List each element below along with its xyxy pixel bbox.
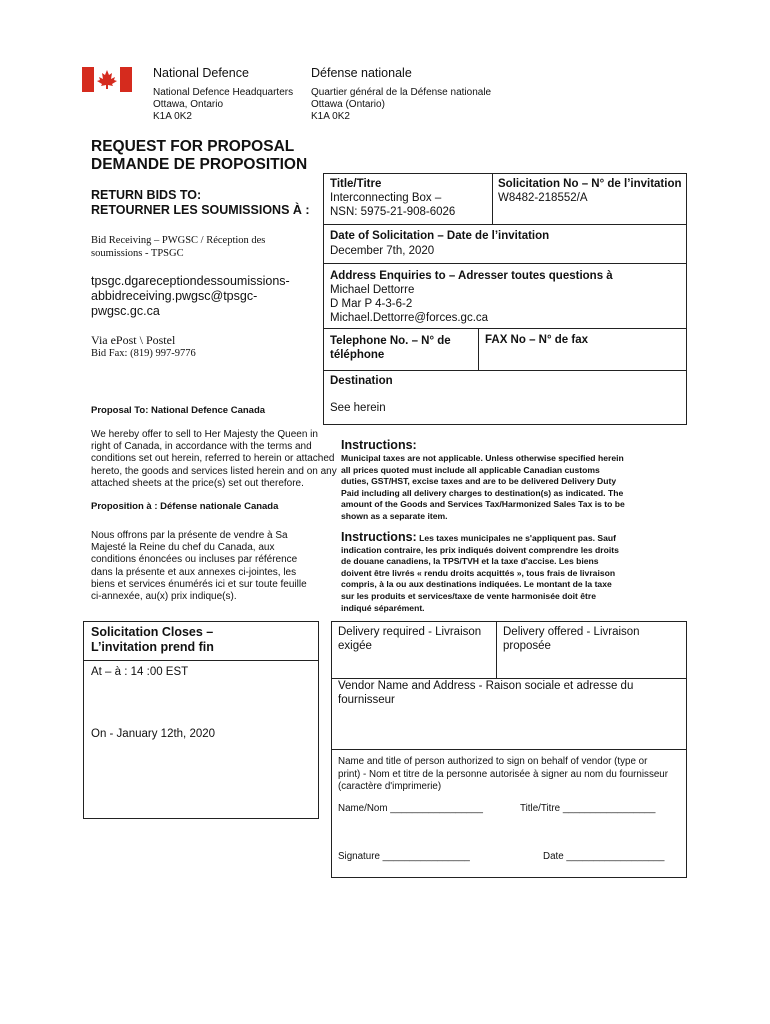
title-signature-field[interactable]: Title/Titre _________________ xyxy=(520,803,656,814)
divider xyxy=(323,328,687,329)
divider xyxy=(323,263,687,264)
closing-time: At – à : 14 :00 EST xyxy=(91,666,189,678)
proposal-to-fr: Proposition à : Défense nationale Canada xyxy=(91,501,279,512)
destination-label: Destination xyxy=(330,375,393,387)
dept-name-fr: Défense nationale xyxy=(311,66,412,80)
bid-email-address[interactable]: tpsgc.dgareceptiondessoumissions- abbidreceiving.pwgsc@tpsgc- pwgsc.gc.ca xyxy=(91,274,290,318)
divider xyxy=(323,224,687,225)
solicitation-date-field: Date of Solicitation – Date de l’invitation December 7th, 2020 xyxy=(330,230,550,257)
address-fr: Quartier général de la Défense nationale Ottawa (Ontario) K1A 0K2 xyxy=(311,87,492,122)
signature-field[interactable]: Signature ________________ xyxy=(338,851,470,862)
divider xyxy=(323,370,687,371)
divider xyxy=(496,621,497,679)
bid-receiving-text: Bid Receiving – PWGSC / Réception des soumissions - TPSGC xyxy=(91,235,266,259)
dept-name-en: National Defence xyxy=(153,66,249,80)
divider xyxy=(478,328,479,371)
instructions-fr: Instructions: Les taxes municipales ne s'appliquent pas. Sauf indication contraire, les prix indiqués doivent comprendre les droits de douane canadiens, la TPS/TVH et la taxe d'accise. Les biens doivent être livrés « rendu droits acquittés », tous frais de livraison compris, à la ou aux destinations indiquées. Le montant de la taxe sur les produits et services/taxe de vente harmonisée doit être indiqué séparément. xyxy=(341,530,619,613)
instructions-en: Instructions: Municipal taxes are not applicable. Unless otherwise specified herein all prices quoted must include all applicable Canadian customs duties, GST/HST, excise taxes and are to be delivered Delivery Duty Paid including all delivery charges to destination(s) as indicated. The amount of the Goods and Services Tax/Harmonized Sales Tax is to be shown as a separate item. xyxy=(341,438,625,521)
address-en: National Defence Headquarters Ottawa, Ontario K1A 0K2 xyxy=(153,87,294,122)
solicitation-number-field: Solicitation No – N° de l’invitation W8482-218552/A xyxy=(498,178,682,204)
delivery-offered-field[interactable]: Delivery offered - Livraison proposée xyxy=(503,626,640,652)
delivery-required-field[interactable]: Delivery required - Livraison exigée xyxy=(338,626,482,652)
canada-flag-logo xyxy=(82,67,132,92)
authorized-person-label: Name and title of person authorized to sign on behalf of vendor (type or print) - Nom et titre de la personne autorisée à signer au nom du fournisseur (caractère d'imprimerie) xyxy=(338,756,668,792)
telephone-field: Telephone No. – N° de téléphone xyxy=(330,335,451,361)
vendor-name-address-field[interactable]: Vendor Name and Address - Raison sociale et adresse du fournisseur xyxy=(338,680,634,706)
enquiries-field: Address Enquiries to – Adresser toutes questions à Michael Dettorre D Mar P 4-3-6-2 Michael.Dettorre@forces.gc.ca xyxy=(330,270,613,324)
bid-fax: Bid Fax: (819) 997-9776 xyxy=(91,348,196,359)
closing-date: On - January 12th, 2020 xyxy=(91,728,216,740)
name-field[interactable]: Name/Nom _________________ xyxy=(338,803,483,814)
closes-label: Solicitation Closes – L’invitation prend fin xyxy=(91,625,214,654)
divider xyxy=(331,749,687,750)
return-bids-heading: RETURN BIDS TO: RETOURNER LES SOUMISSIONS À : xyxy=(91,188,310,217)
divider xyxy=(492,173,493,225)
document-title: REQUEST FOR PROPOSAL DEMANDE DE PROPOSITION xyxy=(91,138,308,173)
date-field[interactable]: Date __________________ xyxy=(543,851,665,862)
proposal-to-en: Proposal To: National Defence Canada xyxy=(91,405,266,416)
offer-text-fr: Nous offrons par la présente de vendre à Sa Majesté la Reine du chef du Canada, aux conditions énoncées ou incluses par référence dans la présente et aux annexes ci-jointes, les biens et services énumérés ici et sur toute feuille ci-annexée, au(x) prix indique(s). xyxy=(91,530,307,603)
fax-field: FAX No – N° de fax xyxy=(485,334,589,346)
destination-value: See herein xyxy=(330,402,386,414)
divider xyxy=(83,660,319,661)
via-epost: Via ePost \ Postel xyxy=(91,333,176,347)
title-field: Title/Titre Interconnecting Box – NSN: 5975-21-908-6026 xyxy=(330,178,456,218)
offer-text-en: We hereby offer to sell to Her Majesty the Queen in right of Canada, in accordance with the terms and conditions set out herein, referred to herein or attached hereto, the goods and services listed herein and on any attached sheets at the price(s) set out therefore. xyxy=(91,429,337,489)
